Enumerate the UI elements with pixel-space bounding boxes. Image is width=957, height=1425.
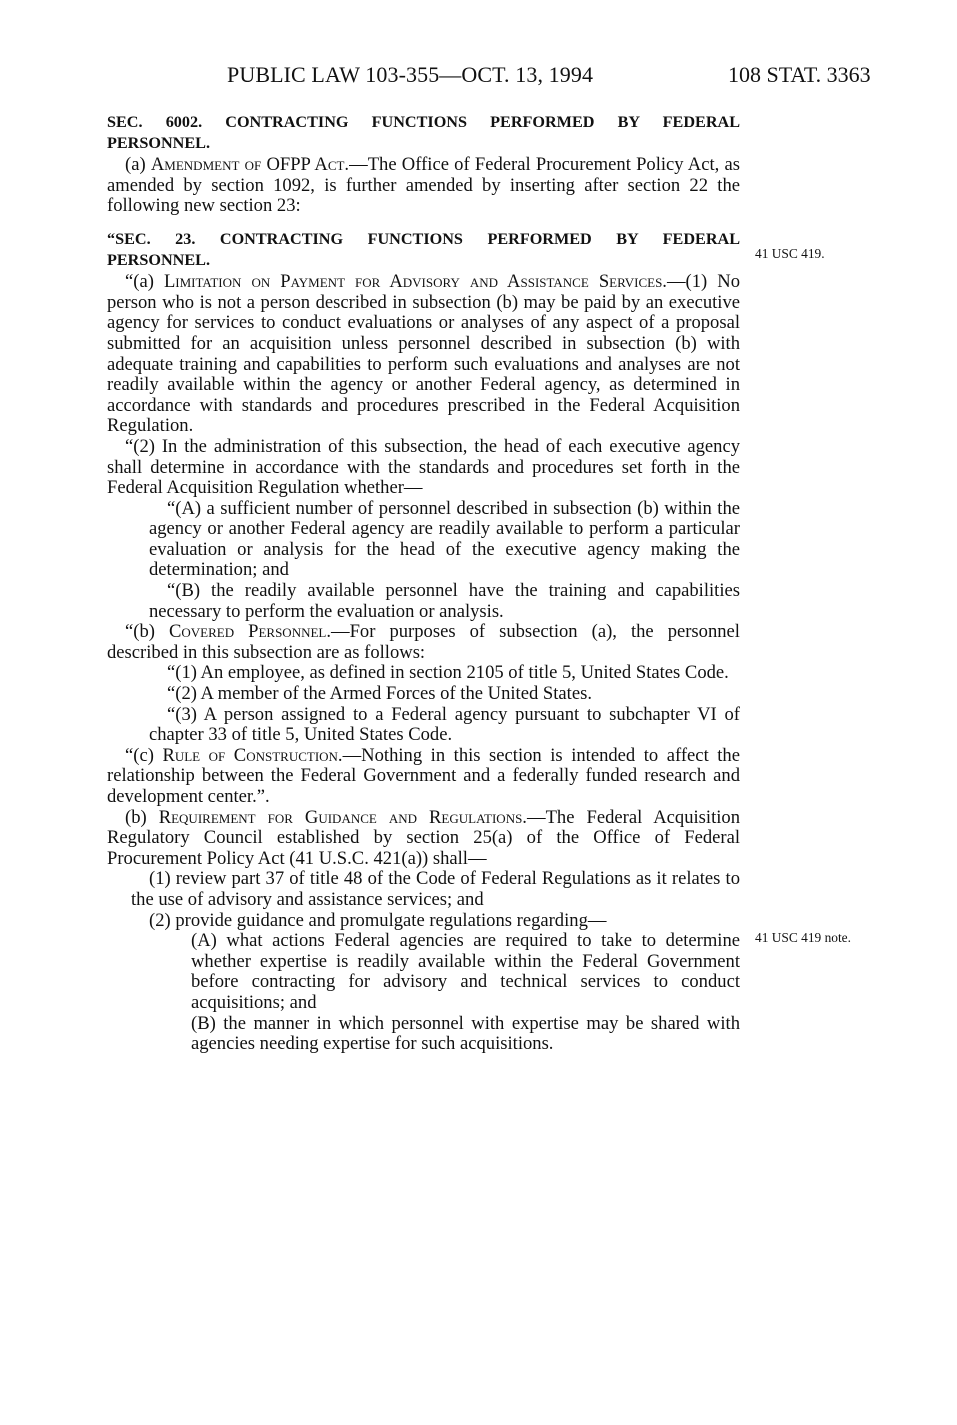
- running-title: PUBLIC LAW 103-355—OCT. 13, 1994: [227, 62, 594, 87]
- subsection-a-text: —(1) No person who is not a person described in subsection (b) may be paid by an executive agency for services to conduct evaluations or analyses of any aspect of a proposal submitted for an acquisition unless personnel described in subsection (b) with adequate training and capabilities to perform such evaluations and analyses are not readily available within the agency or another Federal agency, as determined in accordance with standards and procedures prescribed in the Federal Acquisition Regulation.: [107, 271, 740, 437]
- subsection-a-item-B: “(B) the readily available personnel have the training and capabilities necessary to perform the evaluation or analysis.: [149, 580, 740, 622]
- amendment-text: —The Office of Federal Procurement Policy Act, as amended by section 1092, is further amended by inserting after section 22 the following new section 23:: [107, 154, 740, 217]
- subsection-a-paragraph: [107, 272, 740, 437]
- subsection-c-text: —Nothing in this section is intended to affect the relationship between the Federal Government and a federally funded research and development center.”.: [107, 744, 740, 807]
- subsection-c-heading: Rule of Construction.: [162, 744, 343, 766]
- subsection-b-text: —For purposes of subsection (a), the personnel described in this subsection are as follows:: [107, 621, 740, 663]
- amendment-label: (a): [125, 154, 151, 176]
- section-6002-heading: [107, 112, 740, 153]
- margin-note-41usc419: 41 USC 419.: [755, 246, 825, 261]
- margin-note-41usc419-note: 41 USC 419 note.: [755, 930, 851, 945]
- requirement-paragraph: [107, 808, 740, 870]
- section-23-heading-line1: “SEC. 23. CONTRACTING FUNCTIONS PERFORMED BY FEDERAL: [107, 229, 740, 248]
- subsection-b-paragraph: [107, 622, 740, 663]
- subsection-c-paragraph: [107, 746, 740, 808]
- requirement-item-1: (1) review part 37 of title 48 of the Code of Federal Regulations as it relates to the use of advisory and assistance services; and: [131, 868, 740, 910]
- stat-page-number: 108 STAT. 3363: [728, 62, 871, 87]
- spacer: [107, 217, 740, 229]
- subsection-b-item-3: “(3) A person assigned to a Federal agency pursuant to subchapter VI of chapter 33 of title 5, United States Code.: [149, 703, 740, 746]
- page-header: [0, 62, 957, 92]
- section-6002-heading-line1: SEC. 6002. CONTRACTING FUNCTIONS PERFORMED BY FEDERAL: [107, 113, 740, 131]
- section-6002-heading-line2: PERSONNEL.: [107, 133, 210, 152]
- subsection-b-item-2: “(2) A member of the Armed Forces of the United States.: [167, 683, 592, 705]
- subsection-b-heading: Covered Personnel.: [168, 621, 331, 643]
- requirement-item-2A: (A) what actions Federal agencies are required to take to determine whether expertise is readily available within the Federal Government before contracting for advisory and technical services to conduct acquisitions; and: [191, 930, 740, 1013]
- subsection-c-label: “(c): [125, 744, 163, 766]
- requirement-item-2B: (B) the manner in which personnel with expertise may be shared with agencies needing expertise for such acquisitions.: [191, 1012, 740, 1055]
- section-23-heading: [107, 229, 740, 270]
- subsection-b-label: “(b): [125, 621, 169, 643]
- amendment-paragraph: [107, 155, 740, 217]
- subsection-a-label: “(a): [125, 271, 164, 293]
- subsection-a-paragraph-2: “(2) In the administration of this subsection, the head of each executive agency shall determine in accordance with the standards and procedures set forth in the Federal Acquisition Regulation whether—: [107, 435, 740, 499]
- requirement-heading: Requirement for Guidance and Regulations.: [158, 806, 527, 828]
- subsection-a-heading: Limitation on Payment for Advisory and Assistance Services.: [163, 271, 667, 293]
- subsection-a-item-A: “(A) a sufficient number of personnel described in subsection (b) within the agency or another Federal agency are readily available to perform a particular evaluation or analysis for the head of the executive agency making the determination; and: [149, 497, 740, 581]
- document-body: [107, 112, 740, 1055]
- requirement-label: (b): [125, 806, 159, 828]
- requirement-text: —The Federal Acquisition Regulatory Council established by section 25(a) of the Office of Federal Procurement Policy Act (41 U.S.C. 421(a)) shall—: [107, 806, 740, 869]
- section-23-heading-line2: PERSONNEL.: [107, 250, 210, 269]
- subsection-b-item-1: “(1) An employee, as defined in section 2105 of title 5, United States Code.: [167, 662, 729, 684]
- amendment-heading: Amendment of OFPP Act.: [150, 154, 350, 176]
- requirement-item-2: (2) provide guidance and promulgate regulations regarding—: [149, 909, 607, 931]
